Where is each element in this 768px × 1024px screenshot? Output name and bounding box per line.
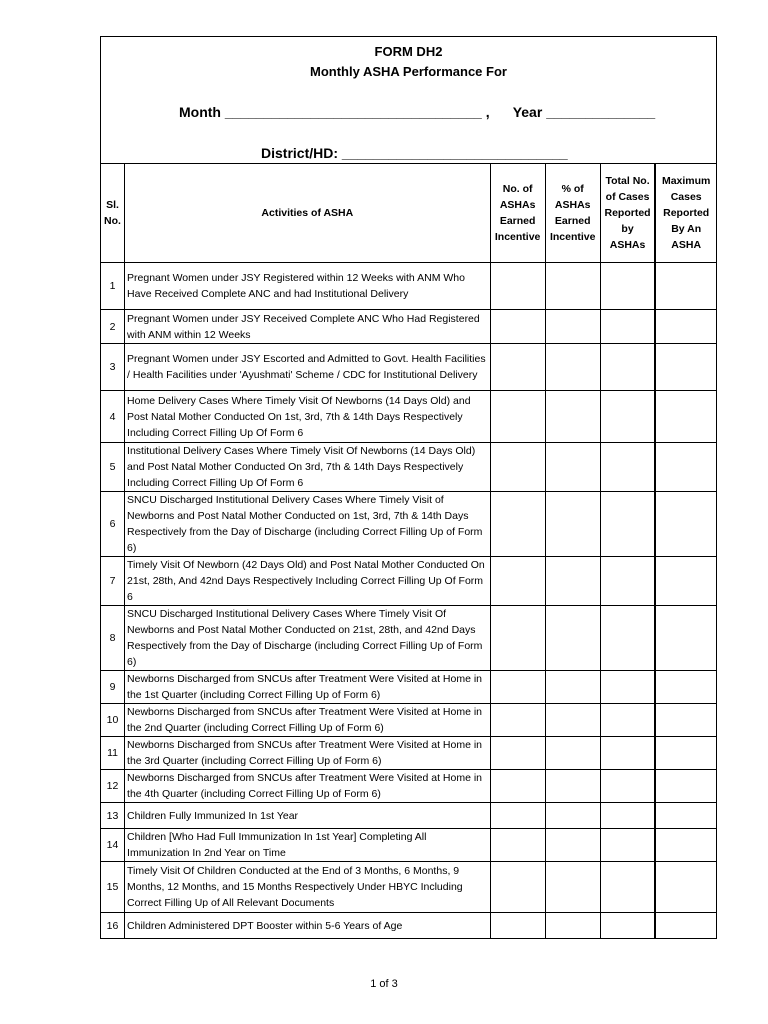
table-row [101, 913, 717, 939]
table-row [101, 704, 717, 737]
max-cases-cell[interactable] [655, 391, 716, 443]
row-activity: Newborns Discharged from SNCUs after Treatment Were Visited at Home in the 3rd Quarter (including Correct Filling Up of Form 6) [125, 737, 491, 770]
row-sl-no: 5 [101, 443, 125, 492]
asha-percent-cell[interactable] [545, 770, 600, 803]
table-row [101, 310, 717, 344]
total-cases-cell[interactable] [600, 704, 655, 737]
table-row [101, 829, 717, 862]
total-cases-cell[interactable] [600, 310, 655, 344]
asha-percent-cell[interactable] [545, 803, 600, 829]
table-row [101, 443, 717, 492]
total-cases-cell[interactable] [600, 737, 655, 770]
max-cases-cell[interactable] [655, 770, 716, 803]
row-sl-no: 15 [101, 862, 125, 913]
table-row [101, 606, 717, 671]
row-activity: Pregnant Women under JSY Received Complete ANC Who Had Registered with ANM within 12 Weeks [125, 310, 491, 344]
max-cases-cell[interactable] [655, 557, 716, 606]
max-cases-cell[interactable] [655, 913, 716, 939]
header-max-cases: Maximum Cases Reported By An ASHA [655, 164, 716, 263]
total-cases-cell[interactable] [600, 803, 655, 829]
table-row [101, 737, 717, 770]
asha-count-cell[interactable] [490, 606, 545, 671]
row-activity: Children Fully Immunized In 1st Year [125, 803, 491, 829]
asha-percent-cell[interactable] [545, 492, 600, 557]
total-cases-cell[interactable] [600, 862, 655, 913]
header-total-cases: Total No. of Cases Reported by ASHAs [600, 164, 655, 263]
table-row [101, 344, 717, 391]
asha-count-cell[interactable] [490, 443, 545, 492]
row-sl-no: 13 [101, 803, 125, 829]
max-cases-cell[interactable] [655, 737, 716, 770]
asha-percent-cell[interactable] [545, 671, 600, 704]
month-label: Month [179, 104, 221, 120]
max-cases-cell[interactable] [655, 492, 716, 557]
row-sl-no: 8 [101, 606, 125, 671]
header-activities: Activities of ASHA [125, 164, 491, 263]
header-asha-count: No. of ASHAs Earned Incentive [490, 164, 545, 263]
row-activity: Pregnant Women under JSY Escorted and Admitted to Govt. Health Facilities / Health Facilities under 'Ayushmati' Scheme / CDC for Institutional Delivery [125, 344, 491, 391]
table-row [101, 803, 717, 829]
max-cases-cell[interactable] [655, 862, 716, 913]
activities-table [100, 163, 717, 939]
asha-count-cell[interactable] [490, 391, 545, 443]
row-sl-no: 16 [101, 913, 125, 939]
year-label: Year [512, 104, 543, 120]
asha-count-cell[interactable] [490, 829, 545, 862]
asha-count-cell[interactable] [490, 862, 545, 913]
asha-percent-cell[interactable] [545, 443, 600, 492]
row-activity: Children Administered DPT Booster within 5-6 Years of Age [125, 913, 491, 939]
total-cases-cell[interactable] [600, 770, 655, 803]
row-sl-no: 1 [101, 263, 125, 310]
asha-count-cell[interactable] [490, 704, 545, 737]
row-activity: Newborns Discharged from SNCUs after Treatment Were Visited at Home in the 2nd Quarter (including Correct Filling Up of Form 6) [125, 704, 491, 737]
page-number: 1 of 3 [370, 978, 398, 990]
asha-count-cell[interactable] [490, 803, 545, 829]
row-activity: Newborns Discharged from SNCUs after Treatment Were Visited at Home in the 1st Quarter (including Correct Filling Up of Form 6) [125, 671, 491, 704]
row-activity: SNCU Discharged Institutional Delivery Cases Where Timely Visit of Newborns and Post Natal Mother Conducted on 1st, 3rd, 7th & 14th Days Respectively from the Day of Discharge (including Correct Filling Up of Form 6) [125, 492, 491, 557]
total-cases-cell[interactable] [600, 263, 655, 310]
asha-percent-cell[interactable] [545, 737, 600, 770]
asha-count-cell[interactable] [490, 263, 545, 310]
asha-percent-cell[interactable] [545, 704, 600, 737]
row-activity: Pregnant Women under JSY Registered within 12 Weeks with ANM Who Have Received Complete ANC and had Institutional Delivery [125, 263, 491, 310]
form-page [100, 36, 717, 939]
district-line [261, 145, 568, 161]
total-cases-cell[interactable] [600, 391, 655, 443]
header-asha-percent: % of ASHAs Earned Incentive [545, 164, 600, 263]
total-cases-cell[interactable] [600, 606, 655, 671]
row-sl-no: 11 [101, 737, 125, 770]
asha-percent-cell[interactable] [545, 606, 600, 671]
asha-count-cell[interactable] [490, 913, 545, 939]
total-cases-cell[interactable] [600, 492, 655, 557]
total-cases-cell[interactable] [600, 913, 655, 939]
district-field[interactable]: _____________________________ [341, 145, 568, 161]
asha-percent-cell[interactable] [545, 829, 600, 862]
month-field[interactable]: _________________________________ , [224, 104, 490, 120]
row-activity: Home Delivery Cases Where Timely Visit Of Newborns (14 Days Old) and Post Natal Mother Conducted On 1st, 3rd, 7th & 14th Days Respectively Including Correct Filling Up Of Form 6 [125, 391, 491, 443]
table-row [101, 391, 717, 443]
row-sl-no: 6 [101, 492, 125, 557]
asha-count-cell[interactable] [490, 770, 545, 803]
row-sl-no: 2 [101, 310, 125, 344]
row-sl-no: 12 [101, 770, 125, 803]
table-row [101, 862, 717, 913]
table-row [101, 557, 717, 606]
table-row [101, 671, 717, 704]
row-sl-no: 3 [101, 344, 125, 391]
max-cases-cell[interactable] [655, 443, 716, 492]
total-cases-cell[interactable] [600, 443, 655, 492]
table-row [101, 770, 717, 803]
row-sl-no: 14 [101, 829, 125, 862]
total-cases-cell[interactable] [600, 344, 655, 391]
asha-percent-cell[interactable] [545, 263, 600, 310]
asha-percent-cell[interactable] [545, 862, 600, 913]
district-label: District/HD: [261, 145, 339, 161]
table-row [101, 492, 717, 557]
month-year-line [179, 104, 655, 120]
row-activity: Children [Who Had Full Immunization In 1st Year] Completing All Immunization In 2nd Year on Time [125, 829, 491, 862]
table-row [101, 263, 717, 310]
form-title: FORM DH2 [374, 44, 443, 59]
row-sl-no: 9 [101, 671, 125, 704]
row-activity: Timely Visit Of Children Conducted at the End of 3 Months, 6 Months, 9 Months, 12 Months, and 15 Months Respectively Under HBYC Including Correct Filling Up of All Relevant Documents [125, 862, 491, 913]
form-subtitle: Monthly ASHA Performance For [310, 64, 507, 79]
asha-count-cell[interactable] [490, 310, 545, 344]
year-field[interactable]: ______________ [546, 104, 656, 120]
max-cases-cell[interactable] [655, 310, 716, 344]
asha-percent-cell[interactable] [545, 391, 600, 443]
row-activity: Institutional Delivery Cases Where Timely Visit Of Newborns (14 Days Old) and Post Natal Mother Conducted On 3rd, 7th & 14th Days Respectively Including Correct Filling Up Of Form 6 [125, 443, 491, 492]
row-activity: Newborns Discharged from SNCUs after Treatment Were Visited at Home in the 4th Quarter (including Correct Filling Up of Form 6) [125, 770, 491, 803]
row-activity: Timely Visit Of Newborn (42 Days Old) and Post Natal Mother Conducted On 21st, 28th, And 42nd Days Respectively Including Correct Filling Up Of Form 6 [125, 557, 491, 606]
max-cases-cell[interactable] [655, 344, 716, 391]
asha-count-cell[interactable] [490, 557, 545, 606]
asha-percent-cell[interactable] [545, 913, 600, 939]
asha-percent-cell[interactable] [545, 557, 600, 606]
asha-count-cell[interactable] [490, 737, 545, 770]
header-sl-no: Sl. No. [101, 164, 125, 263]
max-cases-cell[interactable] [655, 263, 716, 310]
max-cases-cell[interactable] [655, 606, 716, 671]
asha-count-cell[interactable] [490, 492, 545, 557]
asha-count-cell[interactable] [490, 344, 545, 391]
total-cases-cell[interactable] [600, 671, 655, 704]
max-cases-cell[interactable] [655, 803, 716, 829]
table-header-row [101, 164, 717, 263]
row-sl-no: 10 [101, 704, 125, 737]
row-sl-no: 4 [101, 391, 125, 443]
asha-count-cell[interactable] [490, 671, 545, 704]
asha-percent-cell[interactable] [545, 310, 600, 344]
row-activity: SNCU Discharged Institutional Delivery Cases Where Timely Visit Of Newborns and Post Natal Mother Conducted on 21st, 28th, and 42nd Days Respectively from the Day of Discharge (including Correct Filling Up of Form 6) [125, 606, 491, 671]
row-sl-no: 7 [101, 557, 125, 606]
form-header [100, 36, 717, 164]
max-cases-cell[interactable] [655, 671, 716, 704]
max-cases-cell[interactable] [655, 704, 716, 737]
total-cases-cell[interactable] [600, 829, 655, 862]
asha-percent-cell[interactable] [545, 344, 600, 391]
total-cases-cell[interactable] [600, 557, 655, 606]
max-cases-cell[interactable] [655, 829, 716, 862]
table-body [101, 263, 717, 939]
